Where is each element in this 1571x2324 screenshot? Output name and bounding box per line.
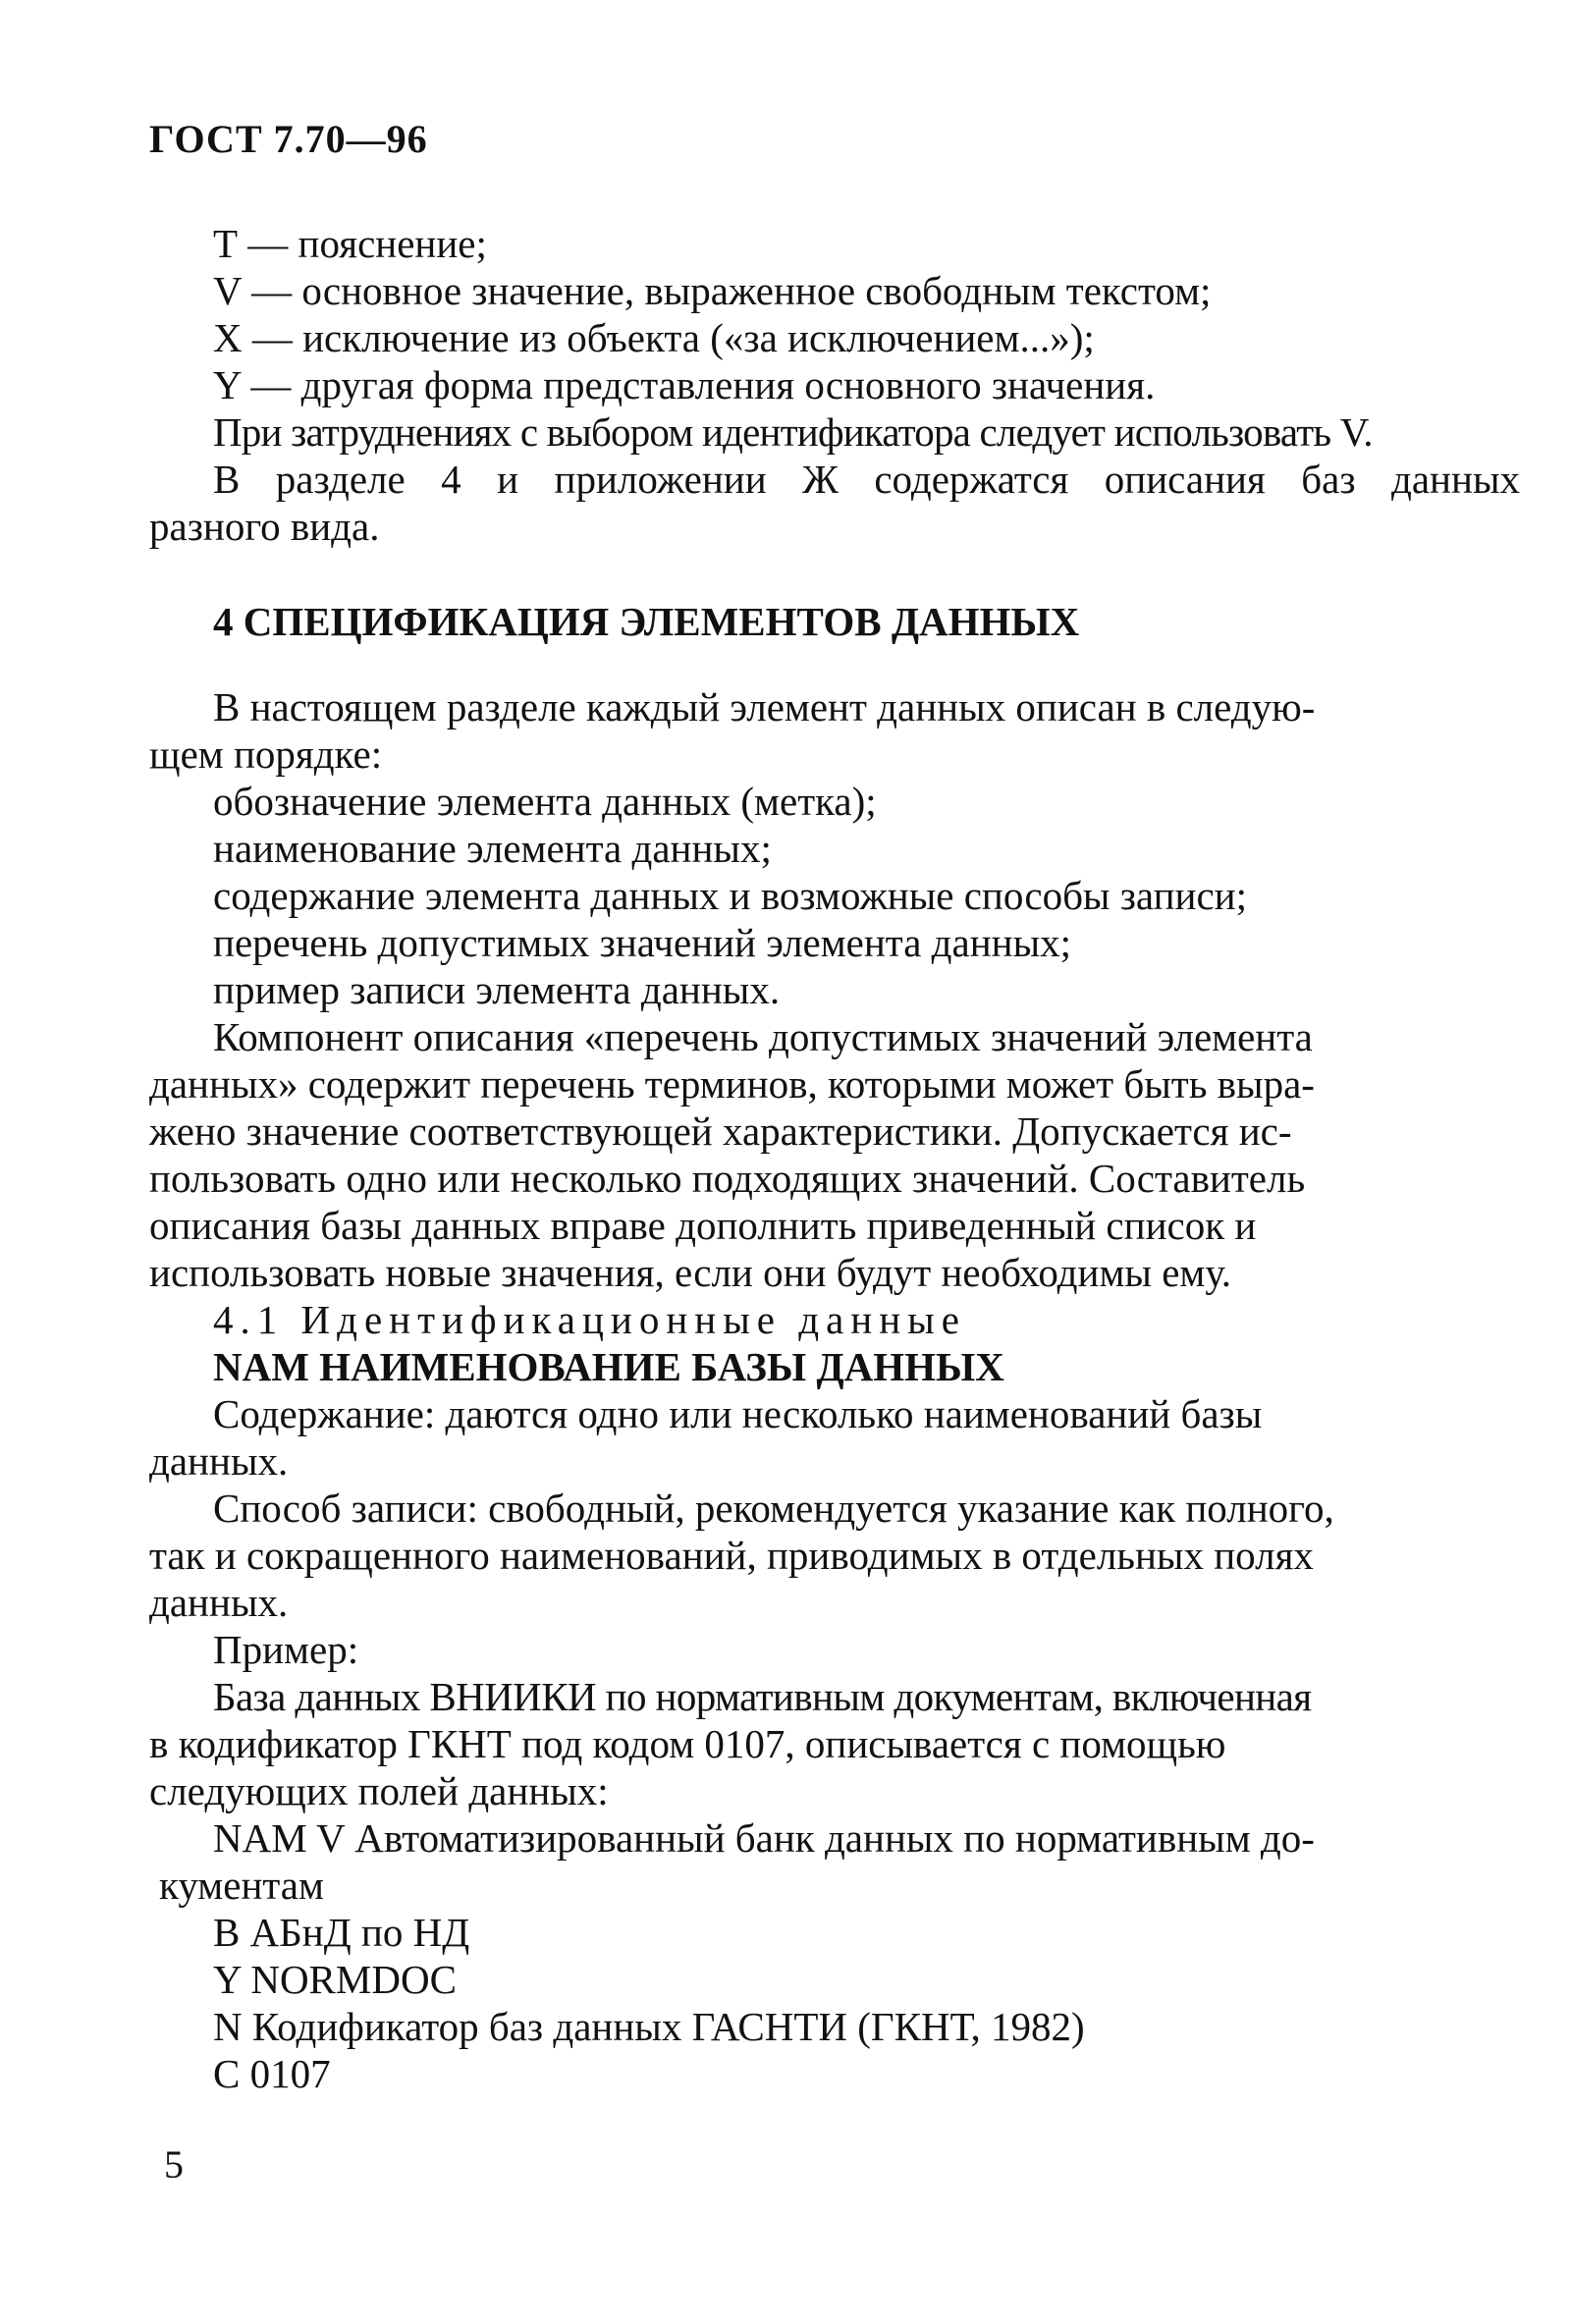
text-line: База данных ВНИИКИ по нормативным документам, включенная (213, 1674, 1312, 1719)
text-line: в кодификатор ГКНТ под кодом 0107, описывается с помощью (149, 1721, 1226, 1766)
text-line: Т — пояснение; (213, 221, 487, 266)
text-line: V — основное значение, выраженное свободным текстом; (213, 268, 1212, 313)
element-title: NAM НАИМЕНОВАНИЕ БАЗЫ ДАННЫХ (213, 1344, 1004, 1389)
list-item: обозначение элемента данных (метка); (213, 779, 877, 824)
list-item: содержание элемента данных и возможные способы записи; (213, 873, 1247, 918)
text-line: Y — другая форма представления основного значения. (213, 362, 1156, 407)
list-item: наименование элемента данных; (213, 826, 772, 871)
text-line: следующих полей данных: (149, 1768, 609, 1813)
text-line: щем порядке: (149, 731, 383, 777)
subsection-title: 4.1 Идентификационные данные (213, 1297, 966, 1342)
data-field-line: N Кодификатор баз данных ГАСНТИ (ГКНТ, 1982) (213, 2004, 1085, 2049)
text-line: жено значение соответствующей характеристики. Допускается ис- (149, 1108, 1292, 1154)
text-line: данных» содержит перечень терминов, которыми может быть выра- (149, 1061, 1315, 1107)
data-field-line: В АБнД по НД (213, 1910, 470, 1955)
data-field-line: кументам (159, 1863, 324, 1908)
data-field-line: Y NORMDOC (213, 1957, 457, 2002)
text-line: пользовать одно или несколько подходящих значений. Составитель (149, 1156, 1306, 1201)
list-item: перечень допустимых значений элемента данных; (213, 920, 1072, 965)
text-line: описания базы данных вправе дополнить приведенный список и (149, 1203, 1257, 1248)
text-line: использовать новые значения, если они будут необходимы ему. (149, 1250, 1231, 1295)
text-line: Содержание: даются одно или несколько наименований базы (213, 1391, 1263, 1436)
section-title: 4 СПЕЦИФИКАЦИЯ ЭЛЕМЕНТОВ ДАННЫХ (213, 599, 1080, 644)
text-line: При затруднениях с выбором идентификатора следует использовать V. (213, 409, 1373, 455)
text-line: разного вида. (149, 504, 380, 549)
list-item: пример записи элемента данных. (213, 967, 781, 1012)
text-line: Компонент описания «перечень допустимых значений элемента (213, 1014, 1313, 1059)
data-field-line: С 0107 (213, 2051, 331, 2096)
document-header: ГОСТ 7.70—96 (149, 117, 428, 161)
text-line-content: В разделе 4 и приложении Ж содержатся описания баз данных (213, 457, 1520, 502)
text-line (149, 455, 1520, 504)
text-line: В настоящем разделе каждый элемент данных описан в следую- (213, 684, 1316, 730)
text-line: Способ записи: свободный, рекомендуется указание как полного, (213, 1486, 1334, 1531)
text-line: данных. (149, 1438, 289, 1484)
text-line: X — исключение из объекта («за исключением...»); (213, 315, 1095, 360)
text-line: так и сокращенного наименований, приводимых в отдельных полях (149, 1533, 1314, 1578)
text-line: данных. (149, 1580, 289, 1625)
data-field-line: NAM V Автоматизированный банк данных по нормативным до- (213, 1815, 1315, 1861)
text-line: Пример: (213, 1627, 359, 1672)
page-number: 5 (164, 2142, 184, 2187)
